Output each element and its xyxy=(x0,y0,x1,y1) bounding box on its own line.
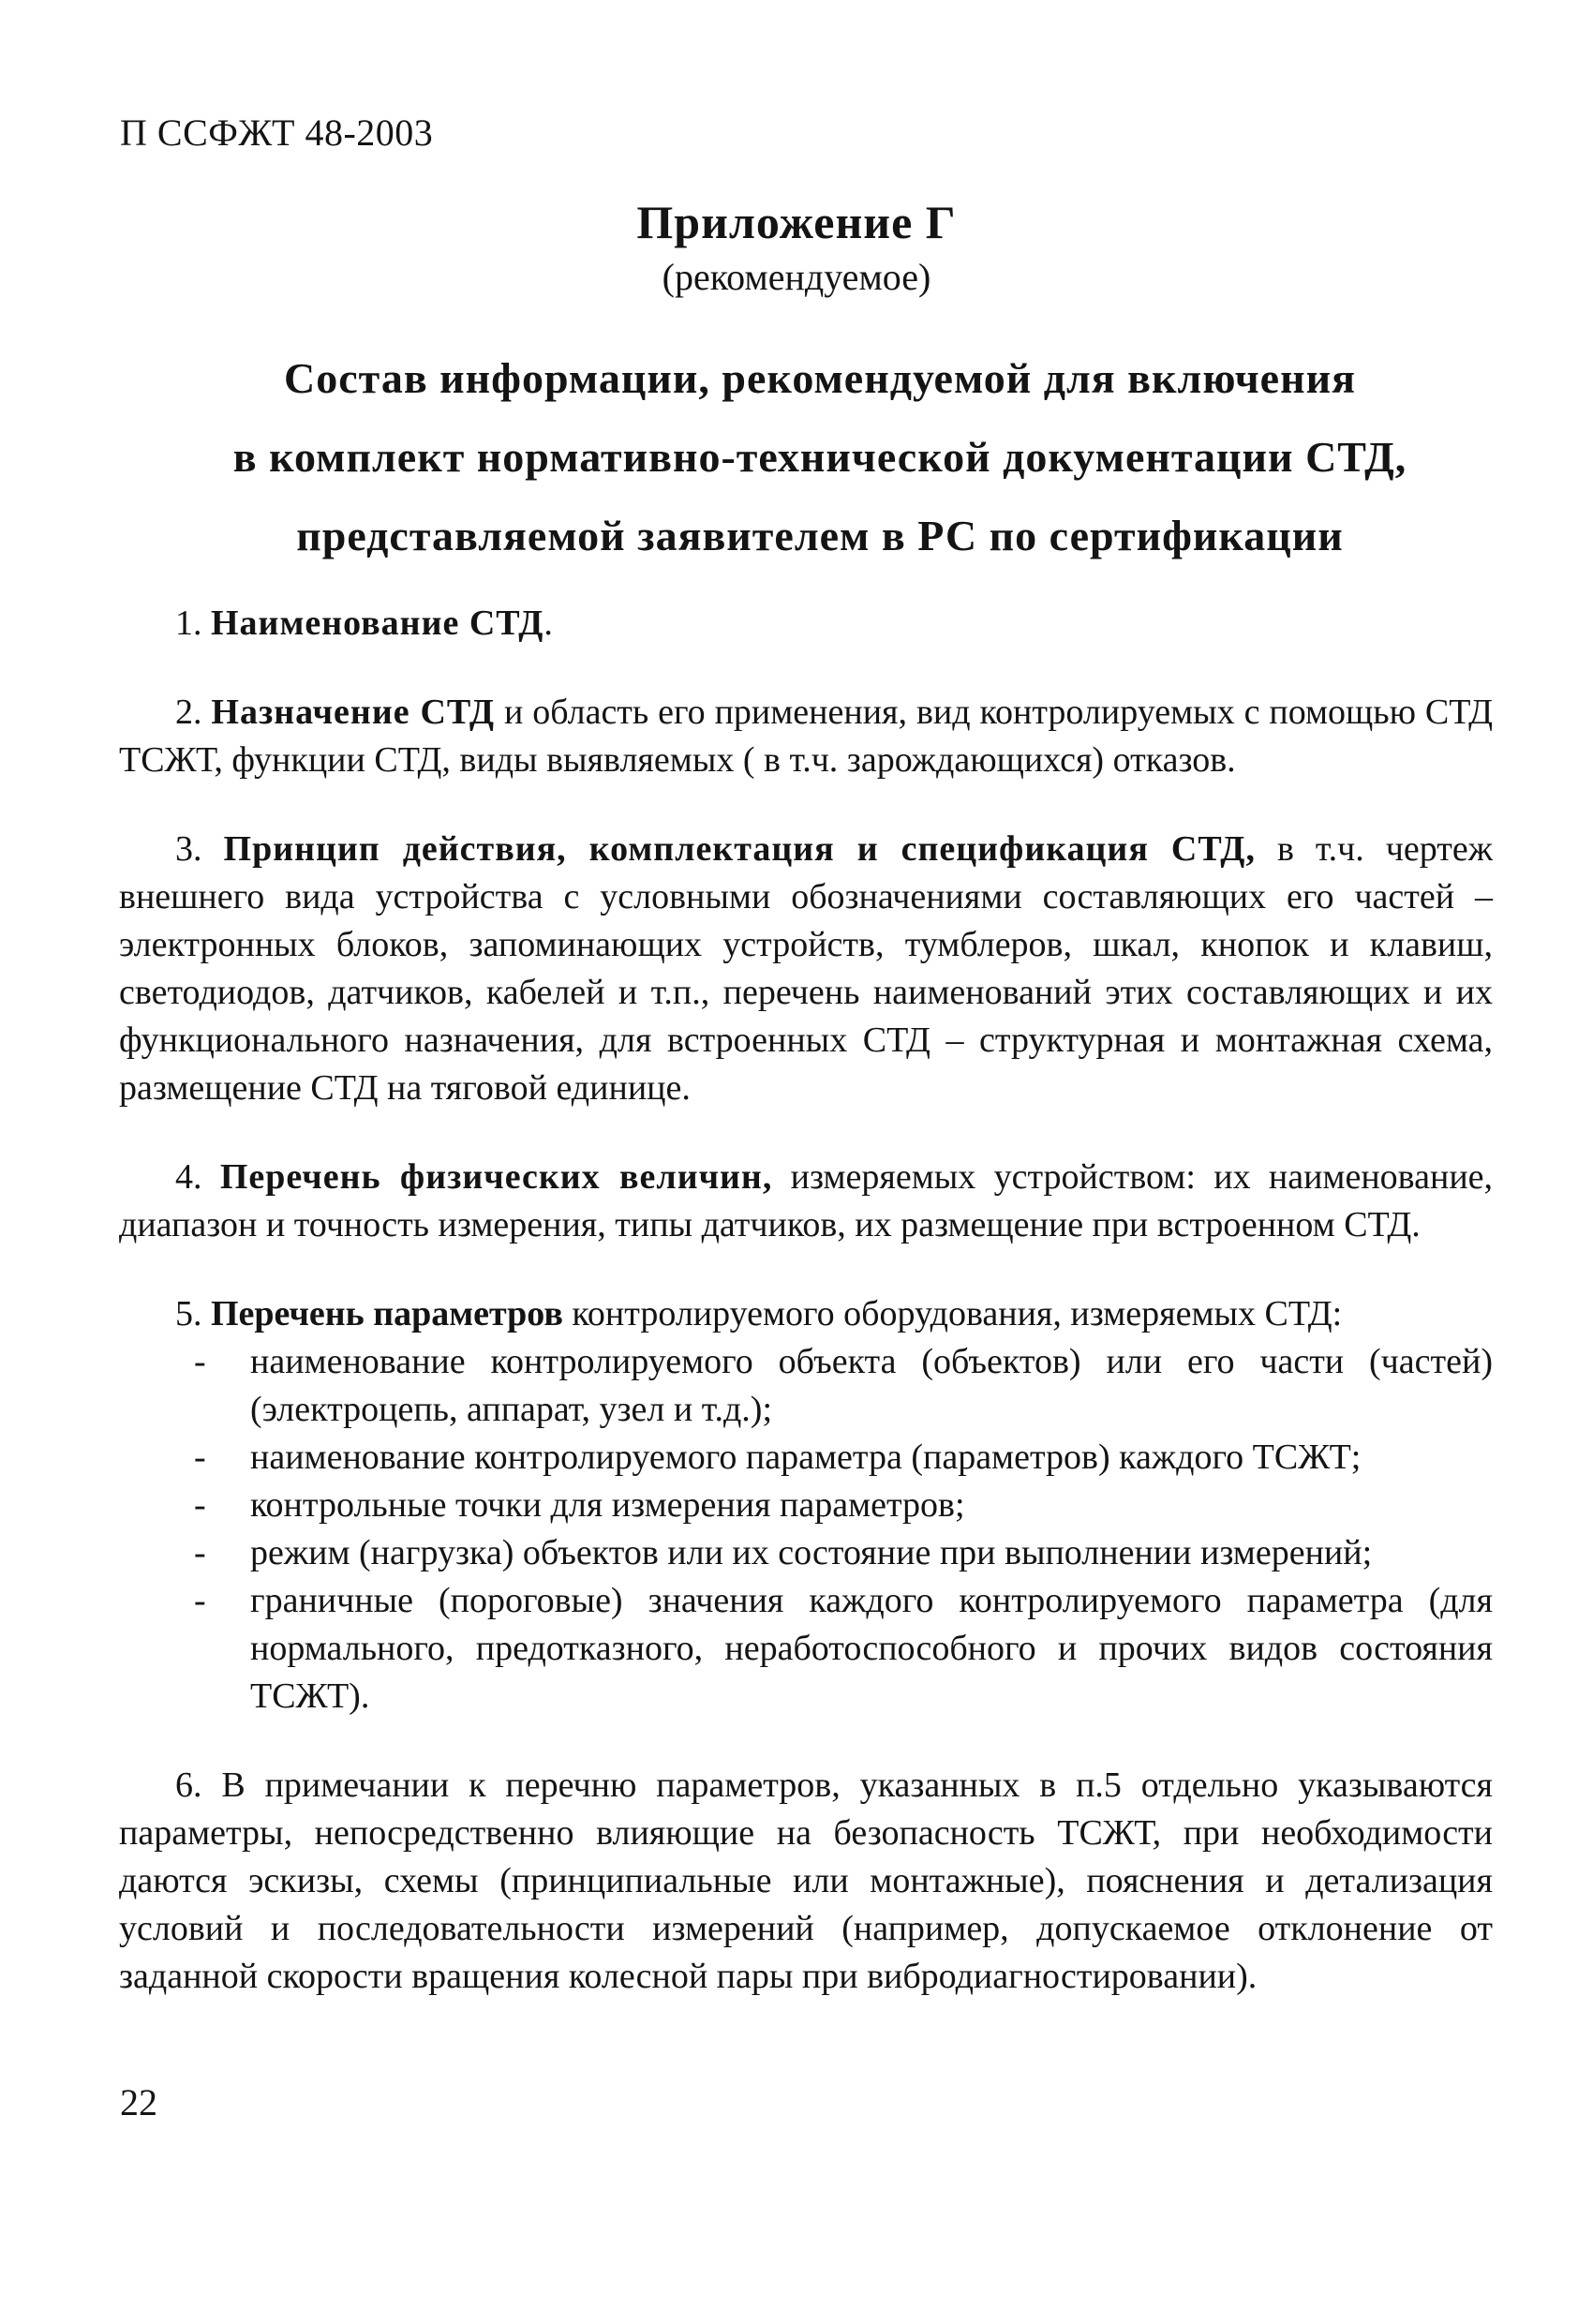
sublist-item-text: контрольные точки для измерения параметров; xyxy=(250,1485,965,1525)
document-code: П ССФЖТ 48-2003 xyxy=(120,112,434,154)
dash-marker: - xyxy=(194,1581,206,1620)
sublist-item-text: граничные (пороговые) значения каждого контролируемого параметра (для нормального, предотказного, неработоспособного и прочих видов состояния ТСЖТ). xyxy=(250,1581,1493,1716)
sublist-item xyxy=(119,1338,1493,1434)
item-heading: Перечень параметров xyxy=(211,1294,563,1333)
item-heading: Перечень физических величин, xyxy=(219,1157,773,1197)
item-number: 4. xyxy=(175,1157,202,1197)
section-title xyxy=(150,339,1490,575)
item-heading: Назначение СТД xyxy=(211,693,496,732)
section-title-line: представляемой заявителем в РС по сертификации xyxy=(296,512,1344,559)
list-item-5 xyxy=(119,1290,1493,1338)
parameter-sublist xyxy=(119,1338,1493,1721)
item-text: в т.ч. чертеж внешнего вида устройства с условными обозначениями составляющих его частей – электронных блоков, запоминающих устройств, тумблеров, шкал, кнопок и клавиш, светодиодов, датчиков, кабелей и т.п., перечень наименований этих составляющих и их функционального назначения, для встроенных СТД – структурная и монтажная схема, размещение СТД на тяговой единице. xyxy=(119,829,1493,1108)
dash-marker: - xyxy=(194,1342,206,1381)
sublist-item-text: наименование контролируемого параметра (параметров) каждого ТСЖТ; xyxy=(250,1438,1362,1477)
section-title-line: в комплект нормативно-технической документации СТД, xyxy=(232,433,1407,481)
sublist-item xyxy=(119,1577,1493,1721)
dash-marker: - xyxy=(194,1533,206,1572)
item-text: измеряемых устройством: их наименование, диапазон и точность измерения, типы датчиков, их размещение при встроенном СТД. xyxy=(119,1157,1494,1244)
list-item-4 xyxy=(119,1154,1493,1249)
item-number: 5. xyxy=(175,1294,202,1333)
list-item-1 xyxy=(119,600,1493,648)
page-number: 22 xyxy=(120,2081,157,2123)
sublist-item-text: наименование контролируемого объекта (объектов) или его части (частей) (электроцепь, аппарат, узел и т.д.); xyxy=(250,1342,1493,1429)
item-text: контролируемого оборудования, измеряемых СТД: xyxy=(562,1294,1343,1333)
dash-marker: - xyxy=(194,1438,206,1477)
list-item-6 xyxy=(119,1762,1493,2001)
item-text: В примечании к перечню параметров, указанных в п.5 отдельно указываются параметры, непосредственно влияющие на безопасность ТСЖТ, при необходимости даются эскизы, схемы (принципиальные или монтажные), пояснения и детализация условий и последовательности измерений (например, допускаемое отклонение от заданной скорости вращения колесной пары при вибродиагностировании). xyxy=(119,1765,1493,1996)
appendix-title: Приложение Г xyxy=(636,196,957,248)
sublist-item xyxy=(119,1482,1493,1529)
sublist-item-text: режим (нагрузка) объектов или их состояние при выполнении измерений; xyxy=(250,1533,1373,1572)
document-body xyxy=(119,600,1493,2042)
item-number: 3. xyxy=(175,829,202,869)
item-number: 1. xyxy=(175,603,202,643)
item-heading: Принцип действия, комплектация и спецификация СТД, xyxy=(223,829,1256,869)
item-heading: Наименование СТД xyxy=(211,603,544,643)
item-number: 2. xyxy=(175,693,202,732)
appendix-subtitle: (рекомендуемое) xyxy=(662,256,931,298)
item-text: и область его применения, вид контролируемых с помощью СТД ТСЖТ, функции СТД, виды выявляемых ( в т.ч. зарождающихся) отказов. xyxy=(119,693,1493,780)
section-title-line: Состав информации, рекомендуемой для включения xyxy=(284,354,1356,402)
item-text: . xyxy=(543,603,553,643)
dash-marker: - xyxy=(194,1485,206,1525)
list-item-3 xyxy=(119,826,1493,1112)
item-number: 6. xyxy=(175,1765,202,1805)
sublist-item xyxy=(119,1434,1493,1482)
sublist-item xyxy=(119,1529,1493,1577)
list-item-2 xyxy=(119,689,1493,784)
